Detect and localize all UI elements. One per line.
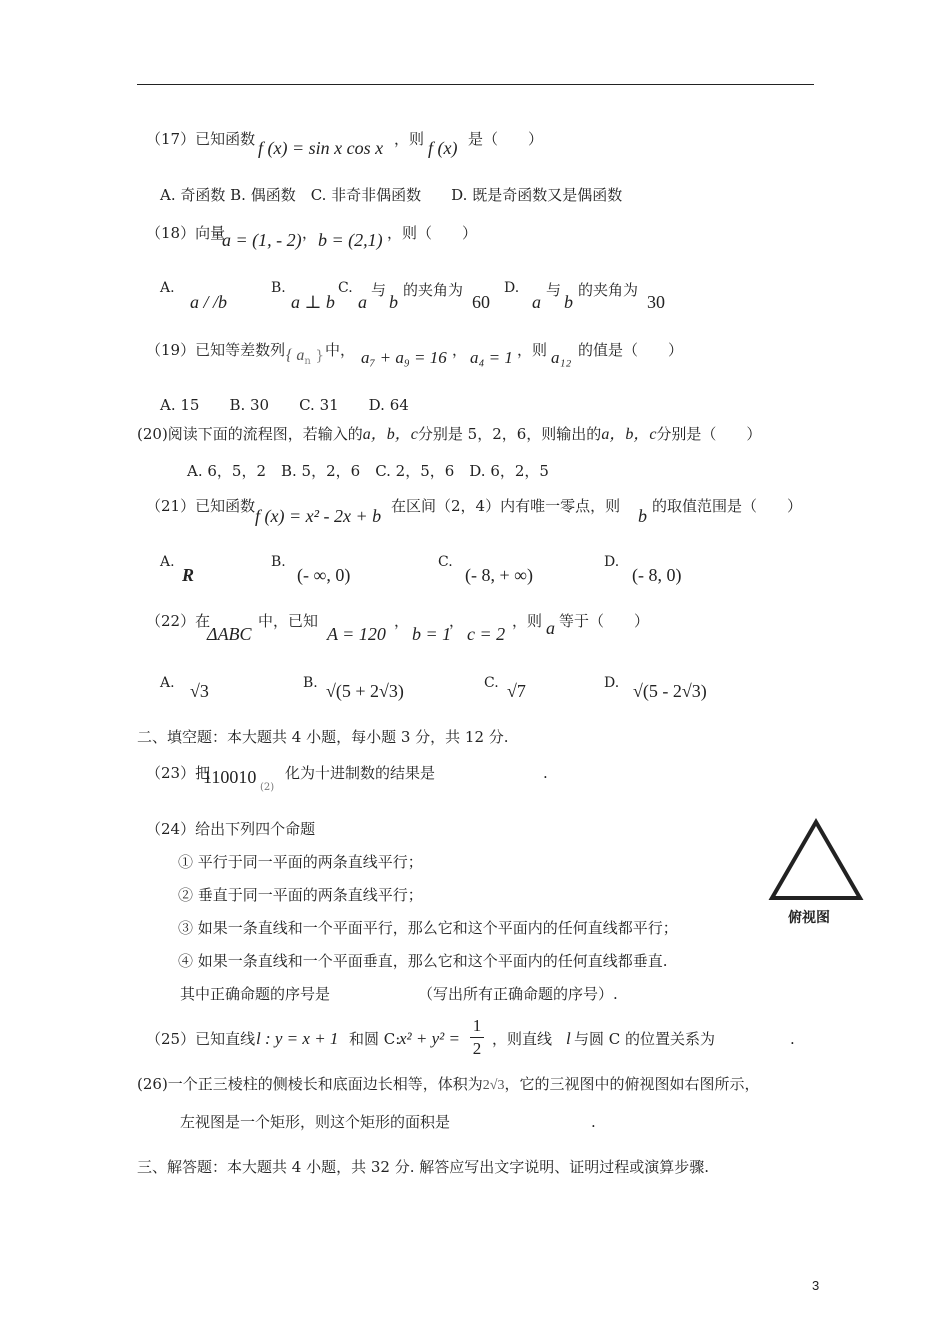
q18-optD-with: 与: [546, 281, 562, 299]
q25-fraction: 1 2: [470, 1017, 484, 1058]
q19-cond1: a₇ + a₉ = 16: [361, 348, 447, 367]
q21-mid: 在区间（2，4）内有唯一零点，则: [391, 497, 621, 515]
q21-optB-label: B.: [271, 554, 286, 570]
q22-c: c = 2: [467, 624, 506, 644]
q17-mid: ，则: [394, 130, 425, 148]
q21-optA: R: [182, 565, 195, 585]
q19-cond2: a₄ = 1: [470, 348, 513, 367]
page-number: 3: [812, 1278, 820, 1293]
q22-optC: √7: [507, 681, 526, 701]
q24-answer-prompt: 其中正确命题的序号是: [180, 985, 331, 1003]
q18-vec-b: b = (2,1): [318, 230, 383, 250]
q21-optC-label: C.: [438, 554, 453, 570]
q18-optC-with: 与: [371, 281, 387, 299]
q23-sub: (2): [260, 782, 275, 793]
q25-line: l : y = x + 1: [256, 1029, 339, 1048]
q19-seq: { $a_n$ }: [286, 347, 325, 367]
q22-A: A = 120: [327, 624, 386, 644]
q18-optC-b: b: [389, 292, 398, 312]
q24-item: ② 垂直于同一平面的两条直线平行；: [178, 886, 423, 904]
q18-optD-text: 的夹角为: [578, 281, 639, 299]
q22-mid: 中，已知: [258, 612, 319, 630]
q19-number: （19）已知等差数列: [146, 341, 286, 359]
q18-optC-text: 的夹角为: [403, 281, 464, 299]
q22-optC-label: C.: [484, 675, 499, 691]
q22-tri: ΔABC: [207, 624, 252, 644]
q20-options: A. 6，5，2 B. 5，2，6 C. 2，5，6 D. 6，2，5: [187, 462, 549, 480]
q18-optA-label: A.: [160, 280, 175, 296]
q18-optD-label: D.: [504, 280, 520, 296]
q21-optA-label: A.: [160, 554, 175, 570]
q21-optC: (- 8, + ∞): [465, 565, 533, 585]
q18-tail: ，则（ ）: [387, 224, 478, 242]
q17-tail: 是（ ）: [468, 130, 544, 148]
q18-optC-label: C.: [338, 280, 353, 296]
q19-comma: ，: [452, 341, 468, 359]
q26-line2: 左视图是一个矩形，则这个矩形的面积是: [180, 1113, 451, 1131]
q23-tail: 化为十进制数的结果是: [285, 764, 436, 782]
q24-item: ③ 如果一条直线和一个平面平行，那么它和这个平面内的任何直线都平行；: [178, 919, 678, 937]
q19-mid: 中，: [325, 341, 356, 359]
q25-circle: x² + y² =: [399, 1029, 460, 1048]
q22-optB: √(5 + 2√3): [326, 681, 404, 701]
q19-then: ，则: [517, 341, 548, 359]
q18-comma: ，: [302, 224, 318, 242]
q22-then: ，则: [512, 612, 543, 630]
q24-number: （24）给出下列四个命题: [146, 820, 316, 838]
q21-b: b: [638, 506, 647, 526]
q18-vec-a: a = (1, - 2): [222, 230, 302, 250]
q18-optD-val: 30: [647, 292, 665, 312]
q18-optB-label: B.: [271, 280, 286, 296]
section3-heading: 三、解答题：本大题共 4 小题，共 32 分. 解答应写出文字说明、证明过程或演算步骤.: [137, 1158, 710, 1176]
q17-number: （17）已知函数: [146, 130, 256, 148]
q22-b: b = 1: [412, 624, 452, 644]
q17-fx: f (x): [428, 138, 458, 158]
q19-target: a₁₂: [551, 348, 572, 367]
section2-heading: 二、填空题：本大题共 4 小题，每小题 3 分，共 12 分.: [137, 728, 509, 746]
q18-optC-val: 60: [472, 292, 490, 312]
top-view-triangle: [768, 818, 864, 902]
q26-line1: (26)一个正三棱柱的侧棱长和底面边长相等，体积为2√3，它的三视图中的俯视图如右图所示，: [137, 1075, 760, 1093]
q24-item: ① 平行于同一平面的两条直线平行；: [178, 853, 423, 871]
q21-optD: (- 8, 0): [632, 565, 682, 585]
q20-stem: (20)阅读下面的流程图，若输入的a，b，c分别是 5，2，6，则输出的a，b，c分别是（ ）: [137, 425, 762, 443]
q25-period: .: [790, 1030, 795, 1048]
q21-tail: 的取值范围是（ ）: [652, 497, 803, 515]
q17-expr: f (x) = sin x cos x: [258, 138, 384, 158]
q19-tail: 的值是（ ）: [578, 341, 684, 359]
q18-optD-a: a: [532, 292, 541, 312]
q22-optA-label: A.: [160, 675, 175, 691]
q24-answer-hint: （写出所有正确命题的序号）.: [418, 985, 618, 1003]
figure-caption: 俯视图: [788, 910, 830, 926]
q18-number: （18）向量: [146, 224, 226, 242]
triangle-shape: [772, 822, 860, 898]
q25-mid: ，则直线: [492, 1030, 553, 1048]
q19-options: A. 15 B. 30 C. 31 D. 64: [160, 396, 409, 414]
q24-item: ④ 如果一条直线和一个平面垂直，那么它和这个平面内的任何直线都垂直.: [178, 952, 668, 970]
q22-optD: √(5 - 2√3): [633, 681, 707, 701]
q22-optB-label: B.: [303, 675, 318, 691]
q18-optC-a: a: [358, 292, 367, 312]
q22-a: a: [546, 618, 555, 638]
q22-tail: 等于（ ）: [559, 612, 650, 630]
q21-optD-label: D.: [604, 554, 620, 570]
q22-optD-label: D.: [604, 675, 620, 691]
q23-period: .: [543, 764, 548, 782]
q21-number: （21）已知函数: [146, 497, 256, 515]
q23-number: （23）把: [146, 764, 211, 782]
q22-optA: √3: [190, 681, 209, 701]
q17-stem: [146, 129, 255, 149]
q26-period: .: [591, 1113, 596, 1131]
q22-c1: ，: [394, 612, 410, 630]
q21-optB: (- ∞, 0): [297, 565, 351, 585]
q25-tail: 与圆 C 的位置关系为: [574, 1030, 716, 1048]
q22-number: （22）在: [146, 612, 211, 630]
q18-optB: a ⊥ b: [291, 292, 335, 312]
q18-optD-b: b: [564, 292, 573, 312]
q22-c2: ，: [449, 612, 465, 630]
q25-number: （25）已知直线: [146, 1030, 256, 1048]
header-rule: [137, 84, 814, 85]
q18-optA: a / /b: [190, 292, 228, 312]
q17-options: A. 奇函数 B. 偶函数 C. 非奇非偶函数 D. 既是奇函数又是偶函数: [160, 186, 623, 204]
q25-l: l: [566, 1029, 571, 1048]
q25-and: 和圆 C:: [349, 1030, 401, 1048]
q23-value: 110010: [203, 767, 257, 787]
q21-expr: f (x) = x² - 2x + b: [255, 506, 382, 526]
